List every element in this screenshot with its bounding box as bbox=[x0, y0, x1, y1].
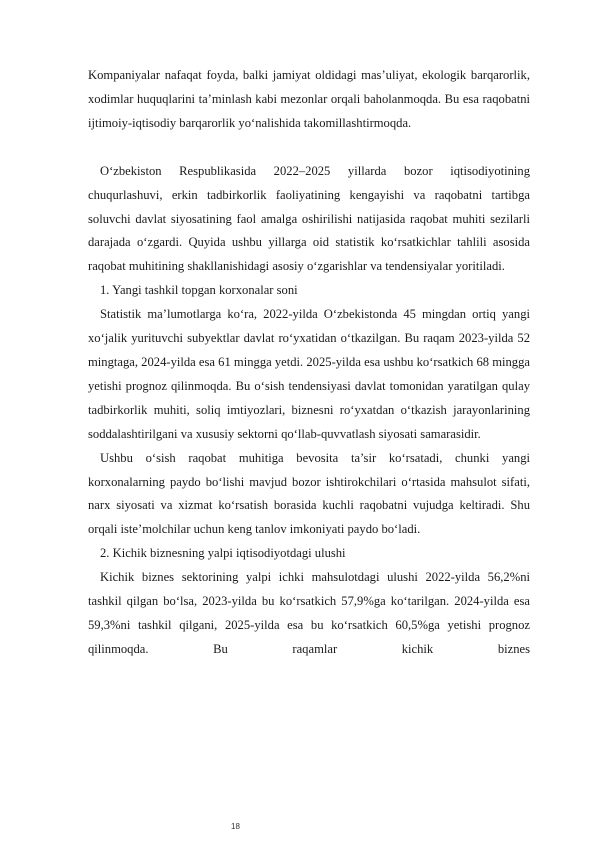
paragraph: Ushbu o‘sish raqobat muhitiga bevosita ta’sir ko‘rsatadi, chunki yangi korxonalarning paydo bo‘lishi mavjud bozor ishtirokchilari o‘rtasida mahsulot sifati, narx siyosati va xizmat ko‘rsatish borasida kuchli raqobatni vujudga keltiradi. Shu orqali iste’molchilar uchun keng tanlov imkoniyati paydo bo‘ladi. bbox=[88, 450, 530, 537]
paragraph: Kichik biznes sektorining yalpi ichki mahsulotdagi ulushi 2022-yilda 56,2%ni tashkil qilgan bo‘lsa, 2023-yilda bu ko‘rsatkich 57,9%ga ko‘tarilgan. 2024-yilda esa 59,3%ni tashkil qilgani, 2025-yilda esa bu ko‘rsatkich 60,5%ga yetishi prognoz qilinmoqda. Bu raqamlar kichik biznes bbox=[88, 570, 530, 656]
section-heading: 1. Yangi tashkil topgan korxonalar soni bbox=[100, 283, 298, 298]
page-number bbox=[0, 822, 595, 831]
paragraph: O‘zbekiston Respublikasida 2022–2025 yillarda bozor iqtisodiyotining chuqurlashuvi, erkin tadbirkorlik faoliyatining kengayishi va raqobatni tartibga soluvchi davlat siyosatining faol amalga oshirilishi natijasida raqobat muhiti sezilarli darajada o‘zgardi. Quyida ushbu yillarga oid statistik ko‘rsatkichlar tahlili asosida raqobat muhitining shakllanishidagi asosiy o‘zgarishlar va tendensiyalar yoritiladi. bbox=[88, 163, 530, 274]
paragraph: Kompaniyalar nafaqat foyda, balki jamiyat oldidagi mas’uliyat, ekologik barqarorlik, xodimlar huquqlarini ta’minlash kabi mezonlar orqali baholanmoqda. Bu esa raqobatni ijtimoiy-iqtisodiy barqarorlik yo‘nalishida takomillashtirmoqda. bbox=[88, 68, 530, 130]
paragraph: Statistik ma’lumotlarga ko‘ra, 2022-yilda O‘zbekistonda 45 mingdan ortiq yangi xo‘jalik yurituvchi subyektlar davlat ro‘yxatidan o‘tkazilgan. Bu raqam 2023-yilda 52 mingtaga, 2024-yilda esa 61 mingga yetdi. 2025-yilda esa ushbu ko‘rsatkich 68 mingga yetishi prognoz qilinmoqda. Bu o‘sish tendensiyasi davlat tomonidan yaratilgan qulay tadbirkorlik muhiti, soliq imtiyozlari, biznesni ro‘yxatdan o‘tkazish jarayonlarining soddalashtirilgani va xususiy sektorni qo‘llab-quvvatlash siyosati samarasidir. bbox=[88, 307, 530, 441]
page-number-text: 18 bbox=[231, 822, 240, 831]
section-heading: 2. Kichik biznesning yalpi iqtisodiyotdagi ulushi bbox=[100, 546, 346, 561]
page-body bbox=[88, 64, 530, 662]
paragraph-gap bbox=[88, 136, 530, 160]
